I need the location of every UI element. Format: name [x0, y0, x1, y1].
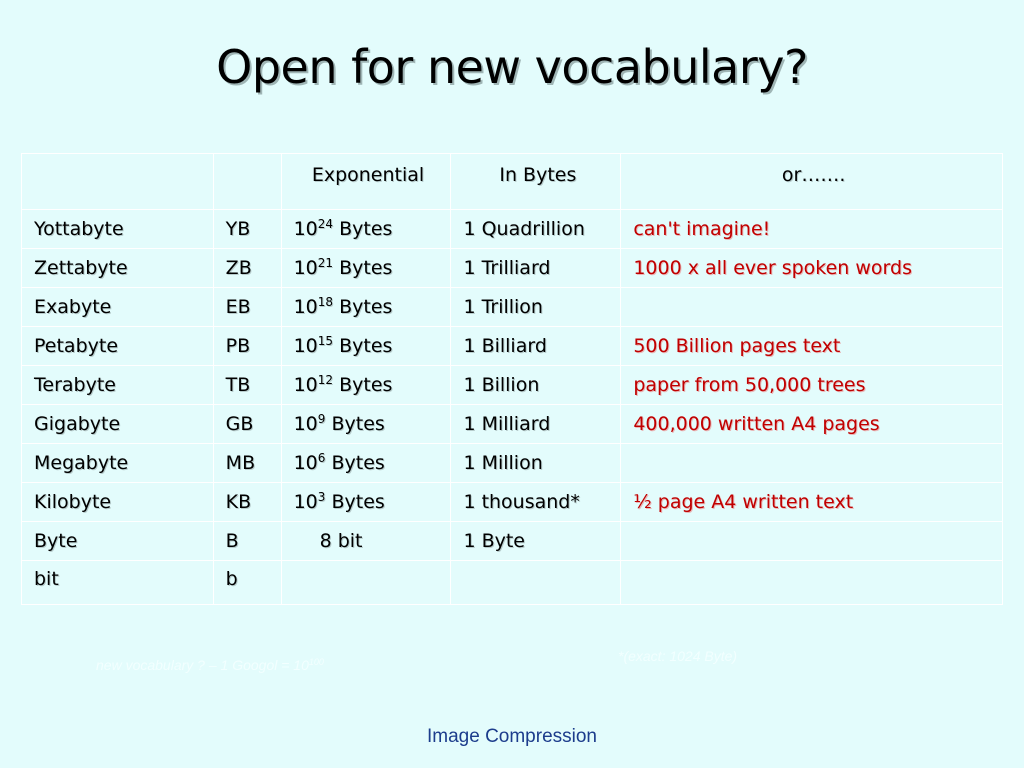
table-row: [22, 561, 1003, 605]
exp-unit: Bytes: [333, 296, 393, 318]
unit-comparison: [621, 288, 1003, 327]
exp-unit: Bytes: [333, 257, 393, 279]
table-row: [22, 366, 1003, 405]
exp-unit: Bytes: [325, 491, 385, 513]
googol-note-exp: 100: [308, 657, 324, 667]
exp-power: 6: [317, 451, 326, 465]
unit-in-bytes: 1 Trilliard: [451, 249, 621, 288]
unit-comparison: [621, 561, 1003, 605]
footer-title: Image Compression: [426, 726, 598, 747]
unit-in-bytes: 1 Milliard: [451, 405, 621, 444]
exp-base: 10: [293, 491, 318, 513]
exp-power: 9: [317, 412, 326, 426]
unit-name: Yottabyte: [22, 210, 214, 249]
table-header-row: [22, 154, 1003, 210]
unit-exponential: [281, 327, 451, 366]
unit-exponential: [281, 561, 451, 605]
exp-power: 12: [317, 373, 334, 387]
vocabulary-table: [21, 153, 1003, 605]
unit-exponential: [281, 366, 451, 405]
unit-in-bytes: 1 Million: [451, 444, 621, 483]
exp-unit: Bytes: [325, 452, 385, 474]
unit-exponential: [281, 483, 451, 522]
table-row: [22, 483, 1003, 522]
unit-in-bytes: 1 Quadrillion: [451, 210, 621, 249]
exp-unit: Bytes: [333, 218, 393, 240]
exp-base: 10: [293, 413, 318, 435]
unit-abbr: TB: [213, 366, 281, 405]
exp-power: 24: [317, 217, 334, 231]
unit-name: Byte: [22, 522, 214, 561]
unit-name: Petabyte: [22, 327, 214, 366]
unit-name: Zettabyte: [22, 249, 214, 288]
slide-title: Open for new vocabulary?: [216, 40, 808, 94]
unit-name: bit: [22, 561, 214, 605]
unit-abbr: YB: [213, 210, 281, 249]
table-row: [22, 327, 1003, 366]
unit-comparison: 400,000 written A4 pages: [621, 405, 1003, 444]
unit-in-bytes: 1 Trillion: [451, 288, 621, 327]
table-row: [22, 405, 1003, 444]
table-row: [22, 210, 1003, 249]
unit-abbr: b: [213, 561, 281, 605]
unit-comparison: paper from 50,000 trees: [621, 366, 1003, 405]
exp-base: 10: [293, 374, 318, 396]
exp-base: 10: [293, 296, 318, 318]
unit-in-bytes: [451, 561, 621, 605]
unit-comparison: can't imagine!: [621, 210, 1003, 249]
unit-in-bytes: 1 thousand*: [451, 483, 621, 522]
unit-comparison: ½ page A4 written text: [621, 483, 1003, 522]
table-row: [22, 288, 1003, 327]
unit-comparison: [621, 522, 1003, 561]
unit-in-bytes: 1 Byte: [451, 522, 621, 561]
unit-abbr: GB: [213, 405, 281, 444]
exp-unit: Bytes: [333, 374, 393, 396]
unit-name: Gigabyte: [22, 405, 214, 444]
unit-exponential: 8 bit: [281, 522, 451, 561]
header-exponential: Exponential: [281, 154, 451, 210]
exp-power: 21: [317, 256, 334, 270]
unit-exponential: [281, 249, 451, 288]
exp-base: 10: [293, 218, 318, 240]
unit-abbr: ZB: [213, 249, 281, 288]
unit-name: Kilobyte: [22, 483, 214, 522]
exp-power: 18: [317, 295, 334, 309]
table-row: [22, 249, 1003, 288]
unit-name: Megabyte: [22, 444, 214, 483]
unit-comparison: [621, 444, 1003, 483]
header-in-bytes: In Bytes: [451, 154, 621, 210]
header-or: or…….: [621, 154, 1003, 210]
unit-name: Exabyte: [22, 288, 214, 327]
unit-exponential: [281, 210, 451, 249]
exp-power: 15: [317, 334, 334, 348]
exp-base: 10: [293, 335, 318, 357]
unit-name: Terabyte: [22, 366, 214, 405]
unit-comparison: 500 Billion pages text: [621, 327, 1003, 366]
exp-power: 3: [317, 490, 326, 504]
unit-exponential: [281, 288, 451, 327]
unit-exponential: [281, 444, 451, 483]
unit-abbr: PB: [213, 327, 281, 366]
unit-in-bytes: 1 Billiard: [451, 327, 621, 366]
exp-base: 10: [293, 257, 318, 279]
exp-base: 10: [293, 452, 318, 474]
googol-note-text: new vocabulary ? – 1 Googol = 10: [96, 657, 309, 673]
unit-abbr: EB: [213, 288, 281, 327]
unit-abbr: B: [213, 522, 281, 561]
table-row: [22, 444, 1003, 483]
table-row: [22, 522, 1003, 561]
header-cell-name: [22, 154, 214, 210]
googol-note: [96, 657, 324, 673]
exp-unit: Bytes: [325, 413, 385, 435]
header-cell-abbr: [213, 154, 281, 210]
exact-note: *(exact: 1024 Byte): [618, 648, 738, 664]
unit-abbr: KB: [213, 483, 281, 522]
unit-in-bytes: 1 Billion: [451, 366, 621, 405]
unit-abbr: MB: [213, 444, 281, 483]
unit-exponential: [281, 405, 451, 444]
unit-comparison: 1000 x all ever spoken words: [621, 249, 1003, 288]
exp-unit: Bytes: [333, 335, 393, 357]
